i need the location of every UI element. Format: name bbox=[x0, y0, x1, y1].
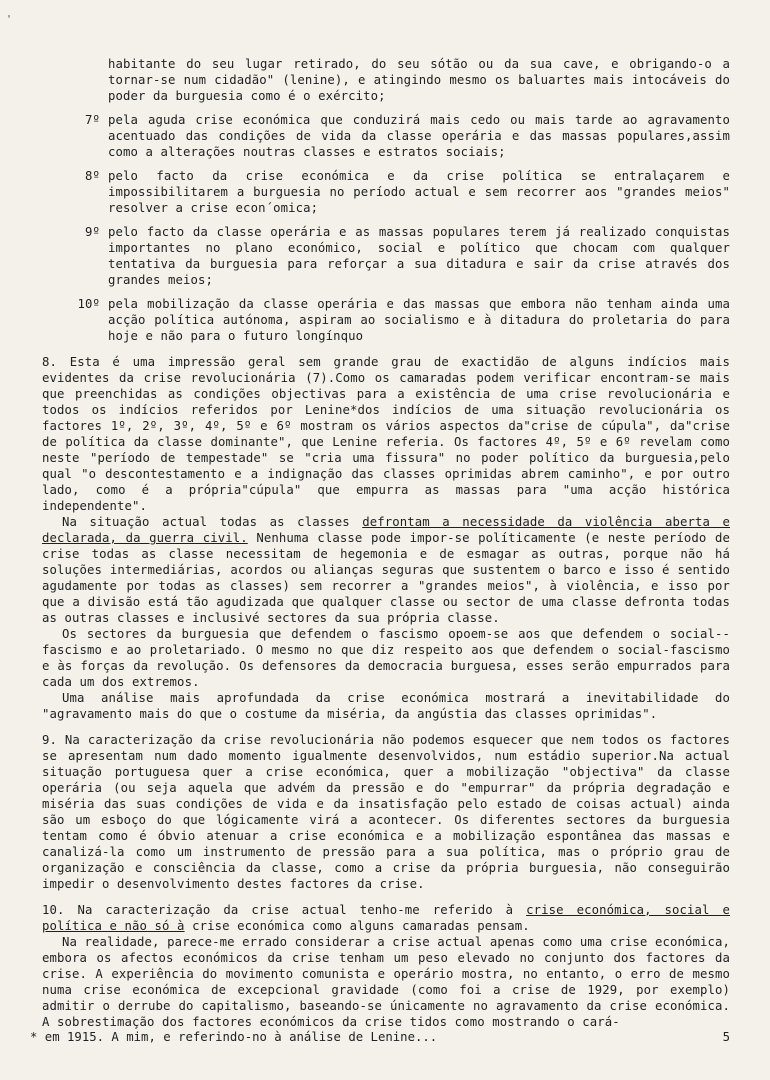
list-item-number: 10º bbox=[77, 297, 100, 311]
footnote-text: * em 1915. A mim, e referindo-no à análise de Lenine... bbox=[30, 1030, 438, 1044]
list-item-text: pela aguda crise económica que conduzirá mais cedo ou mais tarde ao agravamento acentuado das condições de vida da classe operária e das massas populares,assim como a alterações noutras classes e estratos sociais; bbox=[108, 113, 730, 159]
footer bbox=[30, 1030, 730, 1044]
list-item bbox=[42, 224, 730, 288]
list-item-text: pelo facto da crise económica e da crise política se entralaçarem e impossibilitarem a burguesia no período actual e sem recorrer aos "grandes meios" resolver a crise econ´omica; bbox=[108, 169, 730, 215]
section-9-paragraph: 9. Na caracterização da crise revolucionária não podemos esquecer que nem todos os factores se apresentam num dado momento igualmente desenvolvidos, num estádio superior.Na actual situação portuguesa quer a crise económica, quer a mobilização "objectiva" da classe operária (ou seja aquela que advém da pressão e do "empurrar" da própria degradação e miséria das suas condições de vida e da insatisfação pelo estado de coisas actual) ainda são um esboço do que lógicamente virá a acontecer. Os diferentes sectores da burguesia tentam como é óbvio atenuar a crise económica e a mobilização espontânea das massas e canalizá-la como um instrumento de pressão para a sua política, mas o próprio grau de organização e consciência da classe, como a crise da própria burguesia, não conseguirão impedir o desenvolvimento destes factores da crise. bbox=[42, 733, 730, 891]
section-10-paragraph-2: Na realidade, parece-me errado considerar a crise actual apenas como uma crise económica, embora os afectos económicos da crise tenham um peso elevado no conjunto dos factores da crise. A experiência do movimento comunista e operário mostra, no entanto, o erro de mesmo numa crise económica de excepcional gravidade (como foi a crise de 1929, por exemplo) admitir o derrube do capitalismo, baseando-se únicamente no agravamento da crise económica. A sobrestimação dos factores económicos da crise tidos como mostrando o cará- bbox=[42, 935, 730, 1029]
list-item-number: 7º bbox=[84, 113, 100, 127]
section-8-paragraph-2 bbox=[42, 514, 730, 626]
body-text bbox=[42, 56, 730, 1030]
section-8-paragraph-4: Uma análise mais aprofundada da crise económica mostrará a inevitabilidade do "agravamento mais do que o costume da miséria, da angústia das classes oprimidas". bbox=[42, 691, 730, 721]
section-8-paragraph-1: 8. Esta é uma impressão geral sem grande grau de exactidão de alguns indícios mais evidentes da crise revolucionária (7).Como os camaradas podem verificar encontram-se mais que preenchidas as condições objectivas para a existência de uma crise revolucionária e todos os indícios referidos por Lenine*dos indícios de uma situação revolucionária os factores 1º, 2º, 3º, 4º, 5º e 6º mostram os vários aspectos da"crise de cúpula", da"crise de política da classe dominante", que Lenine referia. Os factores 4º, 5º e 6º revelam como neste "período de tempestade" se "cria uma fissura" no poder político da burguesia,pelo qual "o descontestamento e a indignação das classes oprimidas abrem caminho", e por outro lado, como é a própria"cúpula" que empurra as massas para "uma acção histórica independente". bbox=[42, 355, 730, 513]
page-number: 5 bbox=[722, 1030, 730, 1044]
top-mark: ' bbox=[6, 14, 13, 25]
section-10-p1-end: crise económica como alguns camaradas pensam. bbox=[184, 919, 530, 933]
section-10-p1-start: 10. Na caracterização da crise actual tenho-me referido à bbox=[42, 903, 527, 917]
section-8-p2-start: Na situação actual todas as classes bbox=[62, 515, 363, 529]
section-8-p2-end: Nenhuma classe pode impor-se políticamente (e neste período de crise todas as classe necessitam de hegemonia e de esmagar as outras, porque não há soluções intermediárias, acordos ou alianças seguras que sustentem o barco e isso é sentido agudamente por todas as classes) sem recorrer a "grandes meios", à violência, e isso por que a divisão está tão agudizada que qualquer classe ou sector de uma classe defronta todas as outras classes e inclusivé sectores da sua própria classe. bbox=[42, 531, 730, 625]
list-item-text: pelo facto da classe operária e as massas populares terem já realizado conquistas importantes no plano económico, social e político que chocam com qualquer tentativa da burguesia para reforçar a sua ditadura e sair da crise através dos grandes meios; bbox=[108, 225, 730, 287]
item-continuation: habitante do seu lugar retirado, do seu sótão ou da sua cave, e obrigando-o a tornar-se num cidadão" (lenine), e atingindo mesmo os baluartes mais intocáveis do poder da burguesia como é o exército; bbox=[108, 57, 730, 103]
section-10-p1-underlined: crise económica, social e política e não só à bbox=[42, 903, 730, 933]
list-item-number: 9º bbox=[84, 225, 100, 239]
list-item-text: pela mobilização da classe operária e das massas que embora não tenham ainda uma acção política autónoma, aspiram ao socialismo e à ditadura do proletaria do para hoje e não para o futuro longínquo bbox=[108, 297, 730, 343]
list-item bbox=[42, 296, 730, 344]
section-10-paragraph-1 bbox=[42, 902, 730, 934]
section-8-p2-underlined: defrontam a necessidade da violência aberta e declarada, da guerra civil. bbox=[42, 515, 730, 545]
list-item-number: 8º bbox=[84, 169, 100, 183]
list-item bbox=[42, 112, 730, 160]
section-8-paragraph-3: Os sectores da burguesia que defendem o fascismo opoem-se aos que defendem o social--fascismo e ao proletariado. O mesmo no que diz respeito aos que defendem o social-fascismo e às forças da revolução. Os defensores da democracia burguesa, esses serão empurrados para cada um dos extremos. bbox=[42, 627, 730, 689]
list-item bbox=[42, 168, 730, 216]
